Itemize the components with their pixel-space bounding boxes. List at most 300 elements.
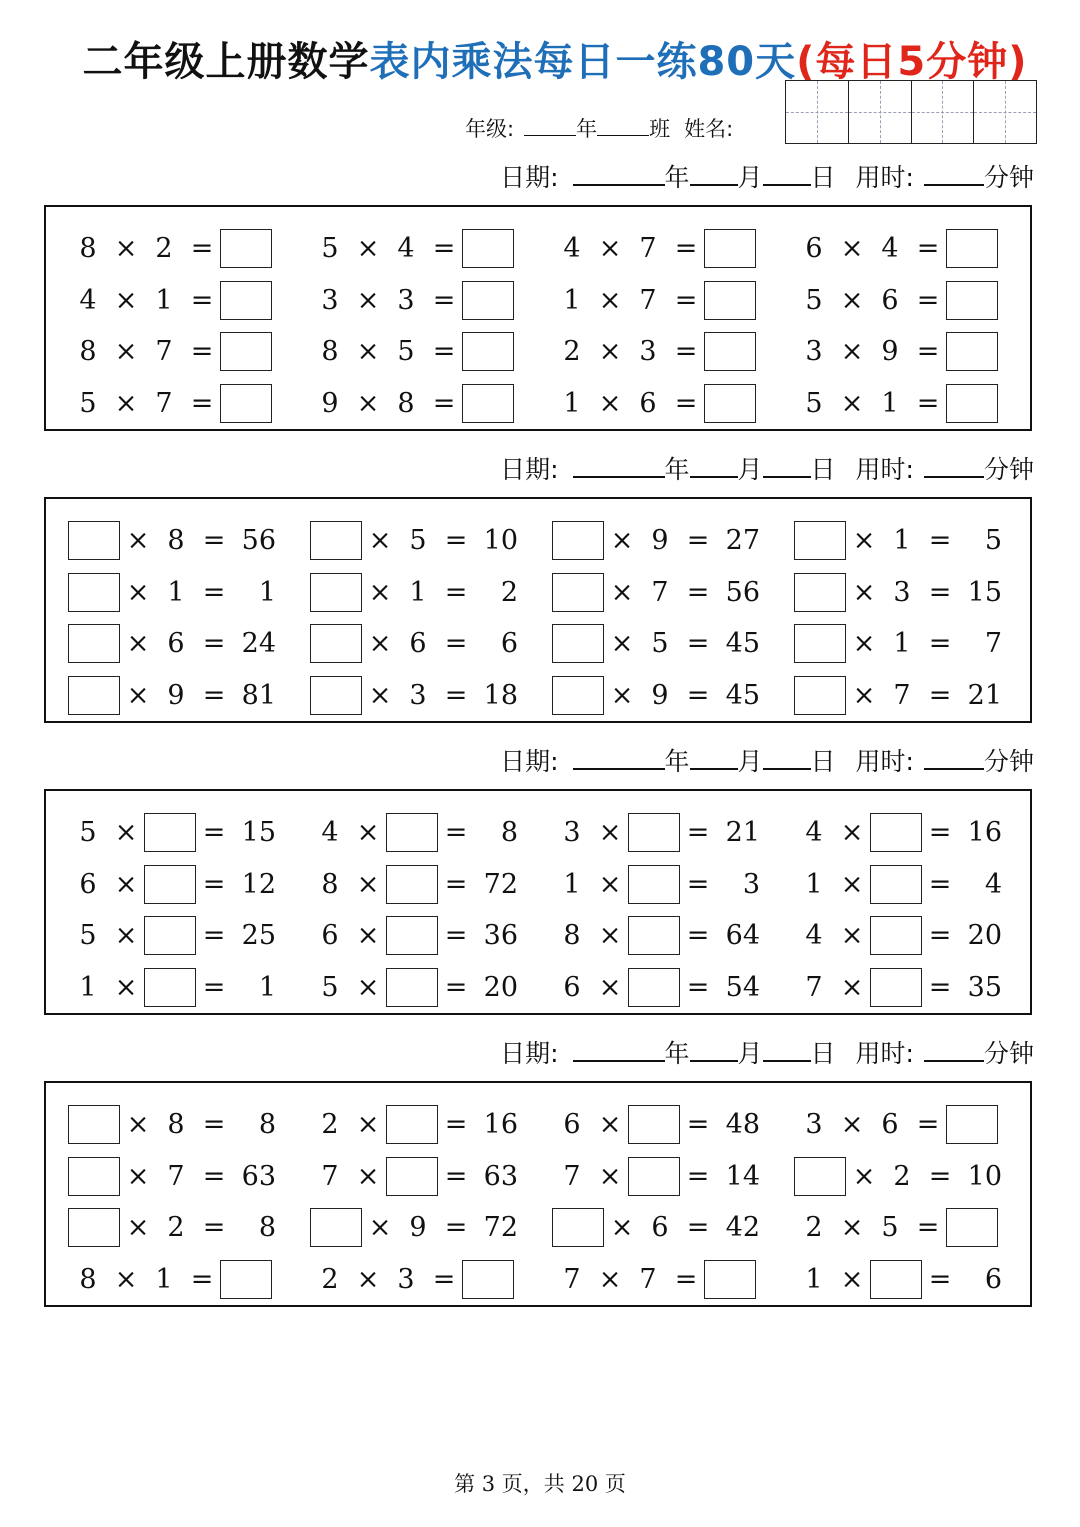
product: 45 [725,628,760,660]
answer-box[interactable] [704,1260,756,1299]
answer-box[interactable] [144,865,196,904]
problem-item [552,910,794,962]
product: 6 [500,628,518,660]
factor: 7 [805,971,823,1003]
answer-box[interactable] [552,1208,604,1247]
equals-sign: = [928,868,952,900]
equals-sign: = [674,284,698,316]
equals-sign: = [928,817,952,849]
factor: 7 [563,1160,581,1192]
minutes-unit: 分钟 [983,455,1034,484]
month-blank[interactable] [690,746,738,770]
factor: 1 [563,284,581,316]
equals-sign: = [190,284,214,316]
answer-box[interactable] [144,813,196,852]
multiply-sign: × [852,576,876,608]
date-row-4 [500,1034,1034,1070]
equals-sign: = [444,1160,468,1192]
time-blank[interactable] [924,454,984,478]
multiply-sign: × [840,817,864,849]
answer-box[interactable] [552,624,604,663]
date-label: 日期: [500,1039,559,1068]
product: 48 [725,1109,760,1141]
factor: 5 [79,817,97,849]
answer-box[interactable] [628,865,680,904]
multiply-sign: × [114,387,138,419]
month-blank[interactable] [690,454,738,478]
day-blank[interactable] [763,454,811,478]
answer-box[interactable] [386,865,438,904]
problem-grid [68,515,1036,721]
equals-sign: = [928,971,952,1003]
equals-sign: = [190,233,214,265]
factor: 1 [563,868,581,900]
product: 8 [258,1212,276,1244]
answer-box[interactable] [310,676,362,715]
factor: 4 [563,233,581,265]
product: 5 [984,525,1002,557]
multiply-sign: × [356,284,380,316]
answer-box[interactable] [68,624,120,663]
problem-item [68,1099,310,1151]
product: 64 [725,920,760,952]
factor: 3 [639,336,657,368]
factor: 9 [651,525,669,557]
product: 1 [258,971,276,1003]
answer-box[interactable] [552,573,604,612]
year-unit: 年 [664,747,690,776]
month-unit: 月 [737,163,763,192]
multiply-sign: × [840,1212,864,1244]
answer-box[interactable] [946,1208,998,1247]
problem-item [794,378,1036,430]
problem-item [68,1254,310,1306]
multiply-sign: × [114,920,138,952]
equals-sign: = [444,576,468,608]
multiply-sign: × [598,817,622,849]
equals-sign: = [928,679,952,711]
factor: 5 [321,233,339,265]
equals-sign: = [202,628,226,660]
multiply-sign: × [610,679,634,711]
factor: 1 [893,628,911,660]
equals-sign: = [444,679,468,711]
factor: 5 [805,284,823,316]
equals-sign: = [202,1160,226,1192]
answer-box[interactable] [870,865,922,904]
problem-item [552,859,794,911]
product: 35 [967,971,1002,1003]
product: 72 [483,868,518,900]
answer-box[interactable] [68,676,120,715]
year-unit: 年 [576,117,598,141]
problem-item [68,618,310,670]
answer-box[interactable] [552,521,604,560]
answer-box[interactable] [946,332,998,371]
equals-sign: = [928,628,952,660]
equals-sign: = [202,920,226,952]
answer-box[interactable] [870,813,922,852]
answer-box[interactable] [68,1208,120,1247]
problem-item [310,567,552,619]
answer-box[interactable] [870,1260,922,1299]
equals-sign: = [444,868,468,900]
answer-box[interactable] [628,1157,680,1196]
multiply-sign: × [368,628,392,660]
multiply-sign: × [356,233,380,265]
worksheet-title [0,30,1080,87]
problem-item [552,670,794,722]
answer-box[interactable] [68,521,120,560]
factor: 2 [893,1160,911,1192]
factor: 7 [155,387,173,419]
answer-box[interactable] [386,813,438,852]
multiply-sign: × [840,1109,864,1141]
factor: 7 [167,1160,185,1192]
answer-box[interactable] [220,384,272,423]
date-label: 日期: [500,747,559,776]
product: 6 [984,1263,1002,1295]
equals-sign: = [432,336,456,368]
month-blank[interactable] [690,162,738,186]
problem-item [310,326,552,378]
problem-item [552,962,794,1014]
multiply-sign: × [368,576,392,608]
answer-box[interactable] [68,1157,120,1196]
year-blank[interactable] [573,746,665,770]
factor: 8 [79,233,97,265]
equals-sign: = [686,525,710,557]
answer-box[interactable] [704,229,756,268]
answer-box[interactable] [386,968,438,1007]
equals-sign: = [686,868,710,900]
equals-sign: = [674,387,698,419]
problem-item [310,223,552,275]
multiply-sign: × [840,868,864,900]
multiply-sign: × [852,1160,876,1192]
problem-item [552,378,794,430]
month-unit: 月 [737,747,763,776]
equals-sign: = [202,525,226,557]
problem-item [552,1151,794,1203]
factor: 5 [805,387,823,419]
factor: 1 [563,387,581,419]
multiply-sign: × [840,971,864,1003]
problem-item [794,275,1036,327]
problem-item [68,223,310,275]
name-writing-grid[interactable] [785,80,1037,144]
day-blank[interactable] [763,162,811,186]
multiply-sign: × [610,576,634,608]
factor: 3 [321,284,339,316]
problem-item [552,807,794,859]
problem-item [794,910,1036,962]
factor: 6 [881,284,899,316]
product: 16 [483,1109,518,1141]
factor: 7 [321,1160,339,1192]
problem-item [794,859,1036,911]
factor: 4 [881,233,899,265]
problem-item [794,567,1036,619]
multiply-sign: × [126,679,150,711]
problem-item [310,378,552,430]
answer-box[interactable] [704,281,756,320]
factor: 2 [321,1263,339,1295]
multiply-sign: × [356,1160,380,1192]
problem-item [552,515,794,567]
equals-sign: = [444,1109,468,1141]
product: 10 [967,1160,1002,1192]
factor: 1 [893,525,911,557]
answer-box[interactable] [462,1260,514,1299]
multiply-sign: × [356,971,380,1003]
answer-box[interactable] [462,229,514,268]
factor: 6 [167,628,185,660]
multiply-sign: × [126,525,150,557]
answer-box[interactable] [946,229,998,268]
month-unit: 月 [737,1039,763,1068]
problem-item [310,1099,552,1151]
answer-box[interactable] [386,1157,438,1196]
problem-item [794,223,1036,275]
answer-box[interactable] [794,521,846,560]
problem-item [794,1202,1036,1254]
equals-sign: = [686,1212,710,1244]
problem-item [794,670,1036,722]
multiply-sign: × [840,336,864,368]
factor: 1 [155,284,173,316]
problem-item [310,515,552,567]
answer-box[interactable] [946,281,998,320]
multiply-sign: × [852,679,876,711]
product: 3 [742,868,760,900]
grade-blank[interactable] [524,117,576,136]
multiply-sign: × [114,971,138,1003]
factor: 3 [805,336,823,368]
year-blank[interactable] [573,1038,665,1062]
multiply-sign: × [840,920,864,952]
multiply-sign: × [368,679,392,711]
problem-grid [68,223,1036,429]
factor: 1 [155,1263,173,1295]
equals-sign: = [928,525,952,557]
problem-item [794,326,1036,378]
equals-sign: = [916,387,940,419]
answer-box[interactable] [628,813,680,852]
product: 15 [967,576,1002,608]
answer-box[interactable] [704,384,756,423]
problem-item [310,670,552,722]
answer-box[interactable] [462,384,514,423]
problem-grid [68,1099,1036,1305]
equals-sign: = [190,336,214,368]
answer-box[interactable] [552,676,604,715]
time-label: 用时: [855,747,914,776]
time-label: 用时: [855,163,914,192]
answer-box[interactable] [68,573,120,612]
class-blank[interactable] [597,117,649,136]
factor: 9 [881,336,899,368]
problem-item [794,515,1036,567]
problem-item [68,670,310,722]
title-duration: (每日5分钟) [796,39,1028,85]
factor: 3 [805,1109,823,1141]
product: 24 [241,628,276,660]
answer-box[interactable] [628,916,680,955]
factor: 1 [167,576,185,608]
answer-box[interactable] [946,384,998,423]
product: 1 [258,576,276,608]
factor: 6 [805,233,823,265]
factor: 4 [805,920,823,952]
year-blank[interactable] [573,162,665,186]
answer-box[interactable] [870,968,922,1007]
answer-box[interactable] [946,1105,998,1144]
answer-box[interactable] [794,676,846,715]
answer-box[interactable] [462,332,514,371]
name-cell[interactable] [912,81,975,143]
factor: 2 [167,1212,185,1244]
product: 42 [725,1212,760,1244]
factor: 3 [409,679,427,711]
multiply-sign: × [610,628,634,660]
exercise-section-2 [44,497,1032,723]
answer-box[interactable] [310,624,362,663]
answer-box[interactable] [628,1105,680,1144]
problem-item [552,1099,794,1151]
factor: 2 [155,233,173,265]
factor: 6 [79,868,97,900]
exercise-section-3 [44,789,1032,1015]
product: 81 [241,679,276,711]
factor: 6 [563,1109,581,1141]
problem-item [794,1099,1036,1151]
time-blank[interactable] [924,746,984,770]
answer-box[interactable] [220,229,272,268]
problem-item [794,618,1036,670]
factor: 7 [639,233,657,265]
factor: 1 [79,971,97,1003]
product: 21 [725,817,760,849]
time-blank[interactable] [924,1038,984,1062]
answer-box[interactable] [386,1105,438,1144]
answer-box[interactable] [68,1105,120,1144]
factor: 9 [409,1212,427,1244]
name-cell[interactable] [974,81,1036,143]
equals-sign: = [444,1212,468,1244]
answer-box[interactable] [144,916,196,955]
equals-sign: = [686,971,710,1003]
answer-box[interactable] [310,1208,362,1247]
factor: 5 [79,387,97,419]
multiply-sign: × [610,525,634,557]
answer-box[interactable] [220,1260,272,1299]
answer-box[interactable] [220,332,272,371]
equals-sign: = [202,868,226,900]
multiply-sign: × [598,387,622,419]
problem-item [310,275,552,327]
answer-box[interactable] [310,573,362,612]
answer-box[interactable] [628,968,680,1007]
problem-item [310,1254,552,1306]
answer-box[interactable] [220,281,272,320]
factor: 1 [805,1263,823,1295]
year-unit: 年 [664,455,690,484]
product: 54 [725,971,760,1003]
exercise-section-1 [44,205,1032,431]
factor: 7 [893,679,911,711]
minutes-unit: 分钟 [983,747,1034,776]
day-blank[interactable] [763,1038,811,1062]
answer-box[interactable] [870,916,922,955]
answer-box[interactable] [794,1157,846,1196]
factor: 4 [321,817,339,849]
equals-sign: = [686,1160,710,1192]
equals-sign: = [928,1160,952,1192]
equals-sign: = [444,920,468,952]
multiply-sign: × [126,1109,150,1141]
problem-item [68,326,310,378]
product: 45 [725,679,760,711]
name-cell[interactable] [786,81,849,143]
equals-sign: = [686,576,710,608]
date-row-1 [500,158,1034,194]
problem-item [794,1254,1036,1306]
product: 12 [241,868,276,900]
factor: 8 [397,387,415,419]
problem-item [552,223,794,275]
day-blank[interactable] [763,746,811,770]
multiply-sign: × [356,920,380,952]
equals-sign: = [202,679,226,711]
name-cell[interactable] [849,81,912,143]
equals-sign: = [190,1263,214,1295]
minutes-unit: 分钟 [983,1039,1034,1068]
problem-item [552,275,794,327]
month-blank[interactable] [690,1038,738,1062]
answer-box[interactable] [386,916,438,955]
equals-sign: = [686,1109,710,1141]
answer-box[interactable] [794,624,846,663]
multiply-sign: × [356,336,380,368]
factor: 5 [881,1212,899,1244]
year-blank[interactable] [573,454,665,478]
multiply-sign: × [126,1212,150,1244]
answer-box[interactable] [310,521,362,560]
title-topic: 表内乘法每日一练80天 [369,39,797,85]
factor: 4 [805,817,823,849]
equals-sign: = [686,920,710,952]
answer-box[interactable] [794,573,846,612]
multiply-sign: × [114,868,138,900]
product: 25 [241,920,276,952]
factor: 7 [639,1263,657,1295]
problem-item [310,1202,552,1254]
answer-box[interactable] [462,281,514,320]
equals-sign: = [916,233,940,265]
answer-box[interactable] [704,332,756,371]
product: 16 [967,817,1002,849]
factor: 8 [79,336,97,368]
equals-sign: = [432,1263,456,1295]
problem-item [310,910,552,962]
equals-sign: = [686,817,710,849]
answer-box[interactable] [144,968,196,1007]
factor: 6 [639,387,657,419]
problem-item [310,859,552,911]
problem-item [68,1202,310,1254]
time-blank[interactable] [924,162,984,186]
